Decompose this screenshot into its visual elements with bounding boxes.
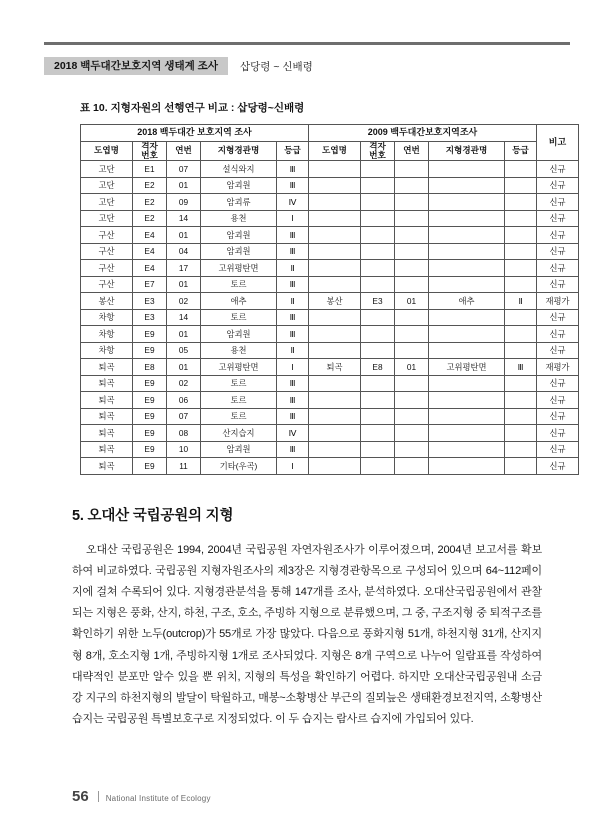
table-row (81, 276, 579, 293)
cell-grade-2018: Ⅰ (277, 210, 309, 227)
cell-no-2018: 02 (167, 375, 201, 392)
cell-grid-2018: E9 (133, 392, 167, 409)
cell-map-2009 (309, 425, 361, 442)
cell-grade-2009 (505, 177, 537, 194)
cell-map-2009 (309, 326, 361, 343)
cell-no-2009: 01 (395, 293, 429, 310)
cell-map-2009 (309, 392, 361, 409)
cell-map-2018: 고단 (81, 210, 133, 227)
cell-no-2018: 01 (167, 359, 201, 376)
col-header-name-2018: 지형경관명 (201, 141, 277, 161)
cell-name-2018: 설식와지 (201, 161, 277, 178)
cell-map-2018: 구산 (81, 276, 133, 293)
table-head (81, 125, 579, 161)
cell-grade-2009 (505, 243, 537, 260)
cell-note: 신규 (537, 276, 579, 293)
cell-grade-2018: Ⅳ (277, 194, 309, 211)
cell-grid-2018: E4 (133, 243, 167, 260)
cell-grid-2009 (361, 458, 395, 475)
cell-grade-2009 (505, 408, 537, 425)
col-header-grade-2018: 등급 (277, 141, 309, 161)
cell-note: 신규 (537, 458, 579, 475)
cell-grid-2009 (361, 243, 395, 260)
cell-name-2009 (429, 161, 505, 178)
cell-grade-2018: Ⅲ (277, 392, 309, 409)
col-header-grid2-line2: 번호 (369, 149, 386, 160)
cell-name-2009 (429, 177, 505, 194)
cell-no-2009 (395, 441, 429, 458)
geomorphology-comparison-table (80, 124, 570, 475)
cell-grade-2018: Ⅱ (277, 342, 309, 359)
cell-map-2009 (309, 243, 361, 260)
cell-grade-2018: Ⅲ (277, 441, 309, 458)
cell-map-2009 (309, 210, 361, 227)
col-header-map-2018: 도엽명 (81, 141, 133, 161)
table-row (81, 342, 579, 359)
cell-note: 신규 (537, 326, 579, 343)
cell-no-2009 (395, 161, 429, 178)
cell-map-2018: 퇴곡 (81, 425, 133, 442)
cell-map-2009 (309, 342, 361, 359)
cell-grade-2018: Ⅲ (277, 309, 309, 326)
cell-grade-2018: Ⅰ (277, 458, 309, 475)
cell-grade-2009 (505, 458, 537, 475)
page-header (44, 55, 313, 77)
cell-note: 신규 (537, 408, 579, 425)
table-row (81, 227, 579, 244)
cell-grid-2018: E9 (133, 408, 167, 425)
table-row (81, 441, 579, 458)
cell-note: 신규 (537, 210, 579, 227)
cell-grade-2018: Ⅲ (277, 227, 309, 244)
cell-name-2009 (429, 309, 505, 326)
cell-grade-2009 (505, 326, 537, 343)
cell-grade-2018: Ⅲ (277, 408, 309, 425)
cell-no-2009 (395, 342, 429, 359)
cell-note: 신규 (537, 177, 579, 194)
footer-divider (98, 791, 99, 802)
col-header-map-2009: 도엽명 (309, 141, 361, 161)
cell-grid-2018: E7 (133, 276, 167, 293)
col-header-grid-line1: 격자 (141, 140, 158, 151)
cell-grade-2009 (505, 260, 537, 277)
section-paragraph: 오대산 국립공원은 1994, 2004년 국립공원 자연자원조사가 이루어졌으며, 2004년 보고서를 확보하여 비교하였다. 국립공원 지형자원조사의 제3장은 지형경관항목으로 구성되어 있으며 64~112페이지에 걸쳐 수록되어 있다. 지형경관분석을 통해 147개를 조사, 분석하였다. 오대산국립공원에서 관찰되는 지형은 풍화, 산지, 하천, 구조, 호소, 주빙하 지형으로 분류했으며, 그 중, 구조지형 중 퇴적구조를 확인하기 위한 노두(outcrop)가 55개로 가장 많았다. 다음으로 풍화지형 51개, 하천지형 31개, 산지지형 8개, 호소지형 1개, 주빙하지형 1개로 조사되었다. 지형은 8개 구역으로 나누어 일람표를 작성하여 대략적인 분포만 알수 있을 뿐 위치, 지형의 특성을 확인하기 어렵다. 하지만 오대산국립공원내 소금강 지구의 하천지형의 발달이 탁월하고, 매봉~소황병산 부근의 질뫼늪은 생태환경보전지역, 소황병산습지는 국립공원 특별보호구로 지정되었다. 이 두 습지는 람사르 습지에 가입되어 있다. (72, 544, 542, 725)
cell-map-2009: 봉산 (309, 293, 361, 310)
cell-map-2018: 차항 (81, 326, 133, 343)
cell-map-2009: 퇴곡 (309, 359, 361, 376)
cell-no-2009 (395, 177, 429, 194)
cell-grade-2018: Ⅲ (277, 177, 309, 194)
cell-no-2009 (395, 227, 429, 244)
cell-name-2018: 기타(우곡) (201, 458, 277, 475)
cell-map-2009 (309, 194, 361, 211)
cell-name-2009 (429, 342, 505, 359)
cell-grid-2009 (361, 375, 395, 392)
cell-map-2018: 고단 (81, 194, 133, 211)
col-header-no-2018: 연번 (167, 141, 201, 161)
cell-grade-2009 (505, 161, 537, 178)
cell-map-2009 (309, 260, 361, 277)
cell-grid-2009 (361, 441, 395, 458)
cell-no-2018: 14 (167, 210, 201, 227)
group-header-2009: 2009 백두대간보호지역조사 (309, 125, 537, 142)
cell-note: 신규 (537, 392, 579, 409)
cell-grid-2018: E9 (133, 425, 167, 442)
cell-note: 신규 (537, 243, 579, 260)
cell-no-2009 (395, 375, 429, 392)
cell-name-2009 (429, 441, 505, 458)
cell-grid-2009 (361, 210, 395, 227)
cell-name-2018: 용천 (201, 342, 277, 359)
cell-grade-2009 (505, 342, 537, 359)
table-row (81, 375, 579, 392)
cell-name-2018: 애추 (201, 293, 277, 310)
cell-no-2009 (395, 326, 429, 343)
cell-no-2018: 11 (167, 458, 201, 475)
cell-grid-2009: E3 (361, 293, 395, 310)
cell-name-2009 (429, 243, 505, 260)
cell-note: 신규 (537, 375, 579, 392)
cell-note: 신규 (537, 227, 579, 244)
cell-map-2009 (309, 458, 361, 475)
footer-organization: National Institute of Ecology (105, 794, 211, 803)
cell-grid-2009 (361, 326, 395, 343)
cell-name-2018: 용천 (201, 210, 277, 227)
group-header-note: 비고 (537, 125, 579, 161)
cell-name-2018: 고위평탄면 (201, 359, 277, 376)
cell-grade-2018: Ⅲ (277, 375, 309, 392)
cell-grid-2009 (361, 161, 395, 178)
cell-grid-2018: E9 (133, 326, 167, 343)
cell-grid-2009 (361, 392, 395, 409)
cell-grade-2018: Ⅲ (277, 326, 309, 343)
cell-grid-2009 (361, 309, 395, 326)
col-header-grid-line2: 번호 (141, 149, 158, 160)
cell-grade-2009 (505, 441, 537, 458)
data-table (80, 124, 579, 475)
cell-name-2018: 토르 (201, 309, 277, 326)
cell-map-2009 (309, 276, 361, 293)
cell-grade-2009 (505, 425, 537, 442)
cell-map-2009 (309, 309, 361, 326)
table-row (81, 177, 579, 194)
cell-map-2018: 퇴곡 (81, 375, 133, 392)
cell-name-2009 (429, 210, 505, 227)
col-header-name-2009: 지형경관명 (429, 141, 505, 161)
cell-grid-2018: E4 (133, 260, 167, 277)
cell-grade-2009 (505, 375, 537, 392)
cell-name-2009 (429, 326, 505, 343)
table-row (81, 425, 579, 442)
cell-grade-2018: Ⅲ (277, 161, 309, 178)
group-header-2018: 2018 백두대간 보호지역 조사 (81, 125, 309, 142)
cell-no-2018: 01 (167, 227, 201, 244)
cell-no-2018: 01 (167, 177, 201, 194)
cell-no-2018: 17 (167, 260, 201, 277)
cell-grid-2018: E4 (133, 227, 167, 244)
cell-name-2009 (429, 375, 505, 392)
cell-map-2018: 퇴곡 (81, 441, 133, 458)
cell-name-2009: 애추 (429, 293, 505, 310)
cell-grade-2018: Ⅱ (277, 293, 309, 310)
cell-grid-2009 (361, 342, 395, 359)
cell-no-2009 (395, 210, 429, 227)
cell-map-2018: 고단 (81, 177, 133, 194)
table-caption: 표 10. 지형자원의 선행연구 비교 : 삽당령~신배령 (80, 102, 305, 114)
cell-grid-2009 (361, 408, 395, 425)
cell-no-2009 (395, 392, 429, 409)
cell-name-2009 (429, 194, 505, 211)
cell-grade-2009 (505, 309, 537, 326)
cell-no-2018: 09 (167, 194, 201, 211)
table-row (81, 210, 579, 227)
cell-map-2009 (309, 441, 361, 458)
table-row (81, 408, 579, 425)
cell-name-2018: 암괴원 (201, 441, 277, 458)
cell-map-2018: 퇴곡 (81, 392, 133, 409)
cell-grade-2009: Ⅱ (505, 293, 537, 310)
cell-no-2018: 08 (167, 425, 201, 442)
col-header-no-2009: 연번 (395, 141, 429, 161)
cell-name-2009 (429, 425, 505, 442)
cell-note: 신규 (537, 309, 579, 326)
cell-name-2018: 암괴원 (201, 227, 277, 244)
cell-name-2018: 토르 (201, 375, 277, 392)
table-row (81, 194, 579, 211)
cell-grade-2018: Ⅰ (277, 359, 309, 376)
cell-name-2009 (429, 458, 505, 475)
cell-grid-2009 (361, 260, 395, 277)
cell-grid-2018: E8 (133, 359, 167, 376)
cell-grid-2018: E2 (133, 194, 167, 211)
cell-map-2009 (309, 227, 361, 244)
cell-map-2009 (309, 375, 361, 392)
cell-no-2009 (395, 260, 429, 277)
cell-grade-2009 (505, 210, 537, 227)
cell-note: 신규 (537, 161, 579, 178)
cell-grid-2018: E3 (133, 293, 167, 310)
cell-grade-2009 (505, 276, 537, 293)
cell-no-2018: 02 (167, 293, 201, 310)
table-row (81, 260, 579, 277)
col-header-grade-2009: 등급 (505, 141, 537, 161)
cell-map-2018: 차항 (81, 342, 133, 359)
cell-name-2018: 암괴원 (201, 326, 277, 343)
cell-grid-2018: E9 (133, 441, 167, 458)
page-number: 56 (72, 788, 89, 805)
header-title-tag: 2018 백두대간보호지역 생태계 조사 (44, 57, 228, 76)
cell-grid-2018: E9 (133, 375, 167, 392)
cell-grade-2018: Ⅳ (277, 425, 309, 442)
cell-map-2018: 구산 (81, 260, 133, 277)
cell-grid-2018: E9 (133, 458, 167, 475)
cell-no-2018: 01 (167, 326, 201, 343)
cell-map-2018: 고단 (81, 161, 133, 178)
table-row (81, 243, 579, 260)
cell-map-2018: 구산 (81, 243, 133, 260)
cell-grade-2009 (505, 392, 537, 409)
table-body (81, 161, 579, 475)
cell-no-2018: 06 (167, 392, 201, 409)
cell-name-2009 (429, 276, 505, 293)
cell-name-2009 (429, 408, 505, 425)
cell-grade-2009: Ⅲ (505, 359, 537, 376)
cell-no-2018: 14 (167, 309, 201, 326)
cell-map-2009 (309, 161, 361, 178)
cell-no-2018: 10 (167, 441, 201, 458)
cell-grade-2018: Ⅲ (277, 243, 309, 260)
table-row (81, 293, 579, 310)
cell-name-2018: 고위평탄면 (201, 260, 277, 277)
cell-grid-2018: E2 (133, 210, 167, 227)
col-header-grid-2018 (133, 141, 167, 161)
cell-name-2009: 고위평탄면 (429, 359, 505, 376)
cell-map-2009 (309, 408, 361, 425)
cell-name-2018: 토르 (201, 276, 277, 293)
cell-no-2009 (395, 425, 429, 442)
cell-map-2018: 차항 (81, 309, 133, 326)
cell-grade-2009 (505, 194, 537, 211)
cell-no-2018: 07 (167, 161, 201, 178)
cell-grid-2009 (361, 194, 395, 211)
cell-no-2018: 04 (167, 243, 201, 260)
header-divider (44, 42, 570, 45)
cell-map-2018: 퇴곡 (81, 359, 133, 376)
cell-grid-2018: E1 (133, 161, 167, 178)
cell-grade-2018: Ⅲ (277, 276, 309, 293)
cell-no-2009 (395, 194, 429, 211)
cell-note: 신규 (537, 342, 579, 359)
col-header-grid2-line1: 격자 (369, 140, 386, 151)
cell-no-2018: 01 (167, 276, 201, 293)
cell-name-2018: 토르 (201, 408, 277, 425)
cell-grade-2009 (505, 227, 537, 244)
cell-name-2018: 암괴류 (201, 194, 277, 211)
cell-map-2018: 봉산 (81, 293, 133, 310)
cell-no-2009 (395, 276, 429, 293)
cell-grid-2009: E8 (361, 359, 395, 376)
table-row (81, 458, 579, 475)
table-row (81, 326, 579, 343)
cell-name-2018: 산지습지 (201, 425, 277, 442)
cell-grid-2009 (361, 177, 395, 194)
cell-name-2009 (429, 260, 505, 277)
cell-note: 신규 (537, 441, 579, 458)
cell-no-2018: 07 (167, 408, 201, 425)
page-footer (72, 788, 211, 805)
cell-no-2009 (395, 243, 429, 260)
cell-no-2018: 05 (167, 342, 201, 359)
cell-grid-2018: E2 (133, 177, 167, 194)
cell-no-2009 (395, 309, 429, 326)
cell-grid-2009 (361, 276, 395, 293)
table-row (81, 161, 579, 178)
cell-name-2018: 토르 (201, 392, 277, 409)
cell-note: 신규 (537, 194, 579, 211)
cell-note: 신규 (537, 425, 579, 442)
cell-map-2018: 퇴곡 (81, 408, 133, 425)
cell-map-2018: 구산 (81, 227, 133, 244)
col-header-grid-2009 (361, 141, 395, 161)
section-heading: 5. 오대산 국립공원의 지형 (72, 508, 234, 524)
cell-name-2009 (429, 392, 505, 409)
cell-no-2009 (395, 408, 429, 425)
cell-grid-2009 (361, 227, 395, 244)
cell-grid-2018: E3 (133, 309, 167, 326)
cell-no-2009: 01 (395, 359, 429, 376)
table-row (81, 392, 579, 409)
cell-map-2009 (309, 177, 361, 194)
cell-note: 신규 (537, 260, 579, 277)
cell-grid-2009 (361, 425, 395, 442)
cell-map-2018: 퇴곡 (81, 458, 133, 475)
cell-name-2018: 암괴원 (201, 177, 277, 194)
cell-name-2018: 암괴원 (201, 243, 277, 260)
table-row (81, 309, 579, 326)
cell-grade-2018: Ⅱ (277, 260, 309, 277)
table-group-header-row (81, 125, 579, 142)
table-row (81, 359, 579, 376)
cell-no-2009 (395, 458, 429, 475)
cell-grid-2018: E9 (133, 342, 167, 359)
cell-note: 재평가 (537, 293, 579, 310)
header-subtitle: 삽당령 ~ 신배령 (239, 60, 313, 73)
cell-note: 재평가 (537, 359, 579, 376)
cell-name-2009 (429, 227, 505, 244)
table-column-header-row (81, 141, 579, 161)
